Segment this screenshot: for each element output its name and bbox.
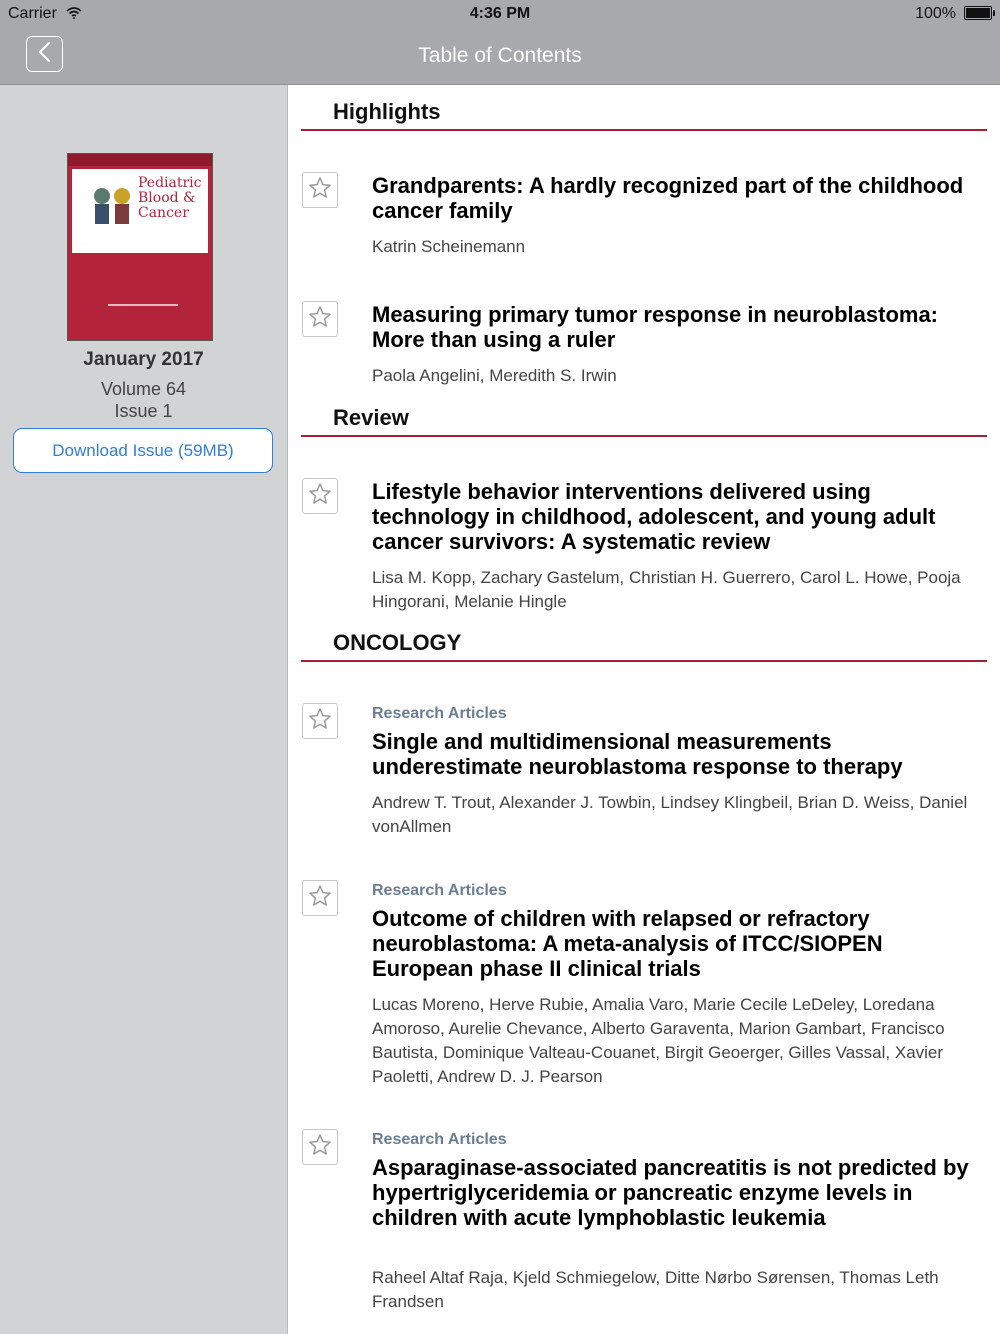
- favorite-button[interactable]: [302, 172, 338, 208]
- article-title[interactable]: Single and multidimensional measurements underestimate neuroblastoma response to therapy: [372, 729, 903, 779]
- issue-date: January 2017: [83, 349, 204, 370]
- article-type-label: Research Articles: [372, 1131, 507, 1148]
- article-authors: Lisa M. Kopp, Zachary Gastelum, Christian H. Guerrero, Carol L. Howe, Pooja Hingorani, Melanie Hingle: [372, 568, 961, 611]
- section-divider: [301, 129, 987, 131]
- article-title[interactable]: Asparaginase-associated pancreatitis is not predicted by hypertriglyceridemia or pancreatic enzyme levels in children with acute lymphoblastic leukemia: [372, 1155, 969, 1230]
- article-authors: Andrew T. Trout, Alexander J. Towbin, Lindsey Klingbeil, Brian D. Weiss, Daniel vonAllmen: [372, 793, 968, 836]
- star-icon: [308, 707, 332, 736]
- favorite-button[interactable]: [302, 1129, 338, 1165]
- status-time: 4:36 PM: [469, 5, 531, 22]
- article-authors: Paola Angelini, Meredith S. Irwin: [372, 366, 617, 385]
- article-title[interactable]: Measuring primary tumor response in neuroblastoma: More than using a ruler: [372, 302, 939, 352]
- section-divider: [301, 660, 987, 662]
- issue-number: Issue 1: [114, 401, 173, 421]
- favorite-button[interactable]: [302, 703, 338, 739]
- article-authors: Lucas Moreno, Herve Rubie, Amalia Varo, Marie Cecile LeDeley, Loredana Amoroso, Aurelie Chevance, Alberto Garaventa, Marion Gambart, Francisco Bautista, Dominique Valteau-Couanet, Birgit Geoerger, Gilles Vassal, Xavier Paoletti, Andrew D. J. Pearson: [372, 995, 945, 1086]
- favorite-button[interactable]: [302, 880, 338, 916]
- section-header-highlights: Highlights: [333, 99, 441, 124]
- issue-volume: Volume 64: [100, 379, 187, 399]
- section-divider: [301, 435, 987, 437]
- navigation-bar: [0, 0, 1000, 85]
- cover-illustration: [90, 184, 138, 231]
- page-title: Table of Contents: [418, 44, 582, 67]
- article-authors: Katrin Scheinemann: [372, 237, 526, 256]
- status-battery-percent: 100%: [915, 5, 956, 22]
- battery-icon: [964, 6, 992, 20]
- article-title[interactable]: Lifestyle behavior interventions delivered using technology in childhood, adolescent, and young adult cancer survivors: A systematic review: [372, 479, 936, 554]
- article-title[interactable]: Outcome of children with relapsed or refractory neuroblastoma: A meta-analysis of ITCC/SIOPEN European phase II clinical trials: [372, 906, 883, 981]
- article-authors: Raheel Altaf Raja, Kjeld Schmiegelow, Ditte Nørbo Sørensen, Thomas Leth Frandsen: [372, 1268, 939, 1311]
- cover-title: Pediatric Blood & Cancer: [138, 175, 202, 221]
- download-issue-button[interactable]: Download Issue (59MB): [13, 428, 273, 473]
- article-title[interactable]: Grandparents: A hardly recognized part of the childhood cancer family: [372, 173, 964, 223]
- favorite-button[interactable]: [302, 301, 338, 337]
- star-icon: [308, 482, 332, 511]
- status-carrier: Carrier: [8, 5, 57, 22]
- star-icon: [308, 884, 332, 913]
- favorite-button[interactable]: [302, 478, 338, 514]
- article-type-label: Research Articles: [372, 882, 507, 899]
- section-header-review: Review: [333, 405, 409, 430]
- star-icon: [308, 1133, 332, 1162]
- issue-sidebar: [0, 85, 288, 1334]
- section-header-oncology: ONCOLOGY: [333, 630, 462, 655]
- article-type-label: Research Articles: [372, 705, 507, 722]
- star-icon: [308, 176, 332, 205]
- star-icon: [308, 305, 332, 334]
- issue-cover-image[interactable]: [67, 153, 213, 341]
